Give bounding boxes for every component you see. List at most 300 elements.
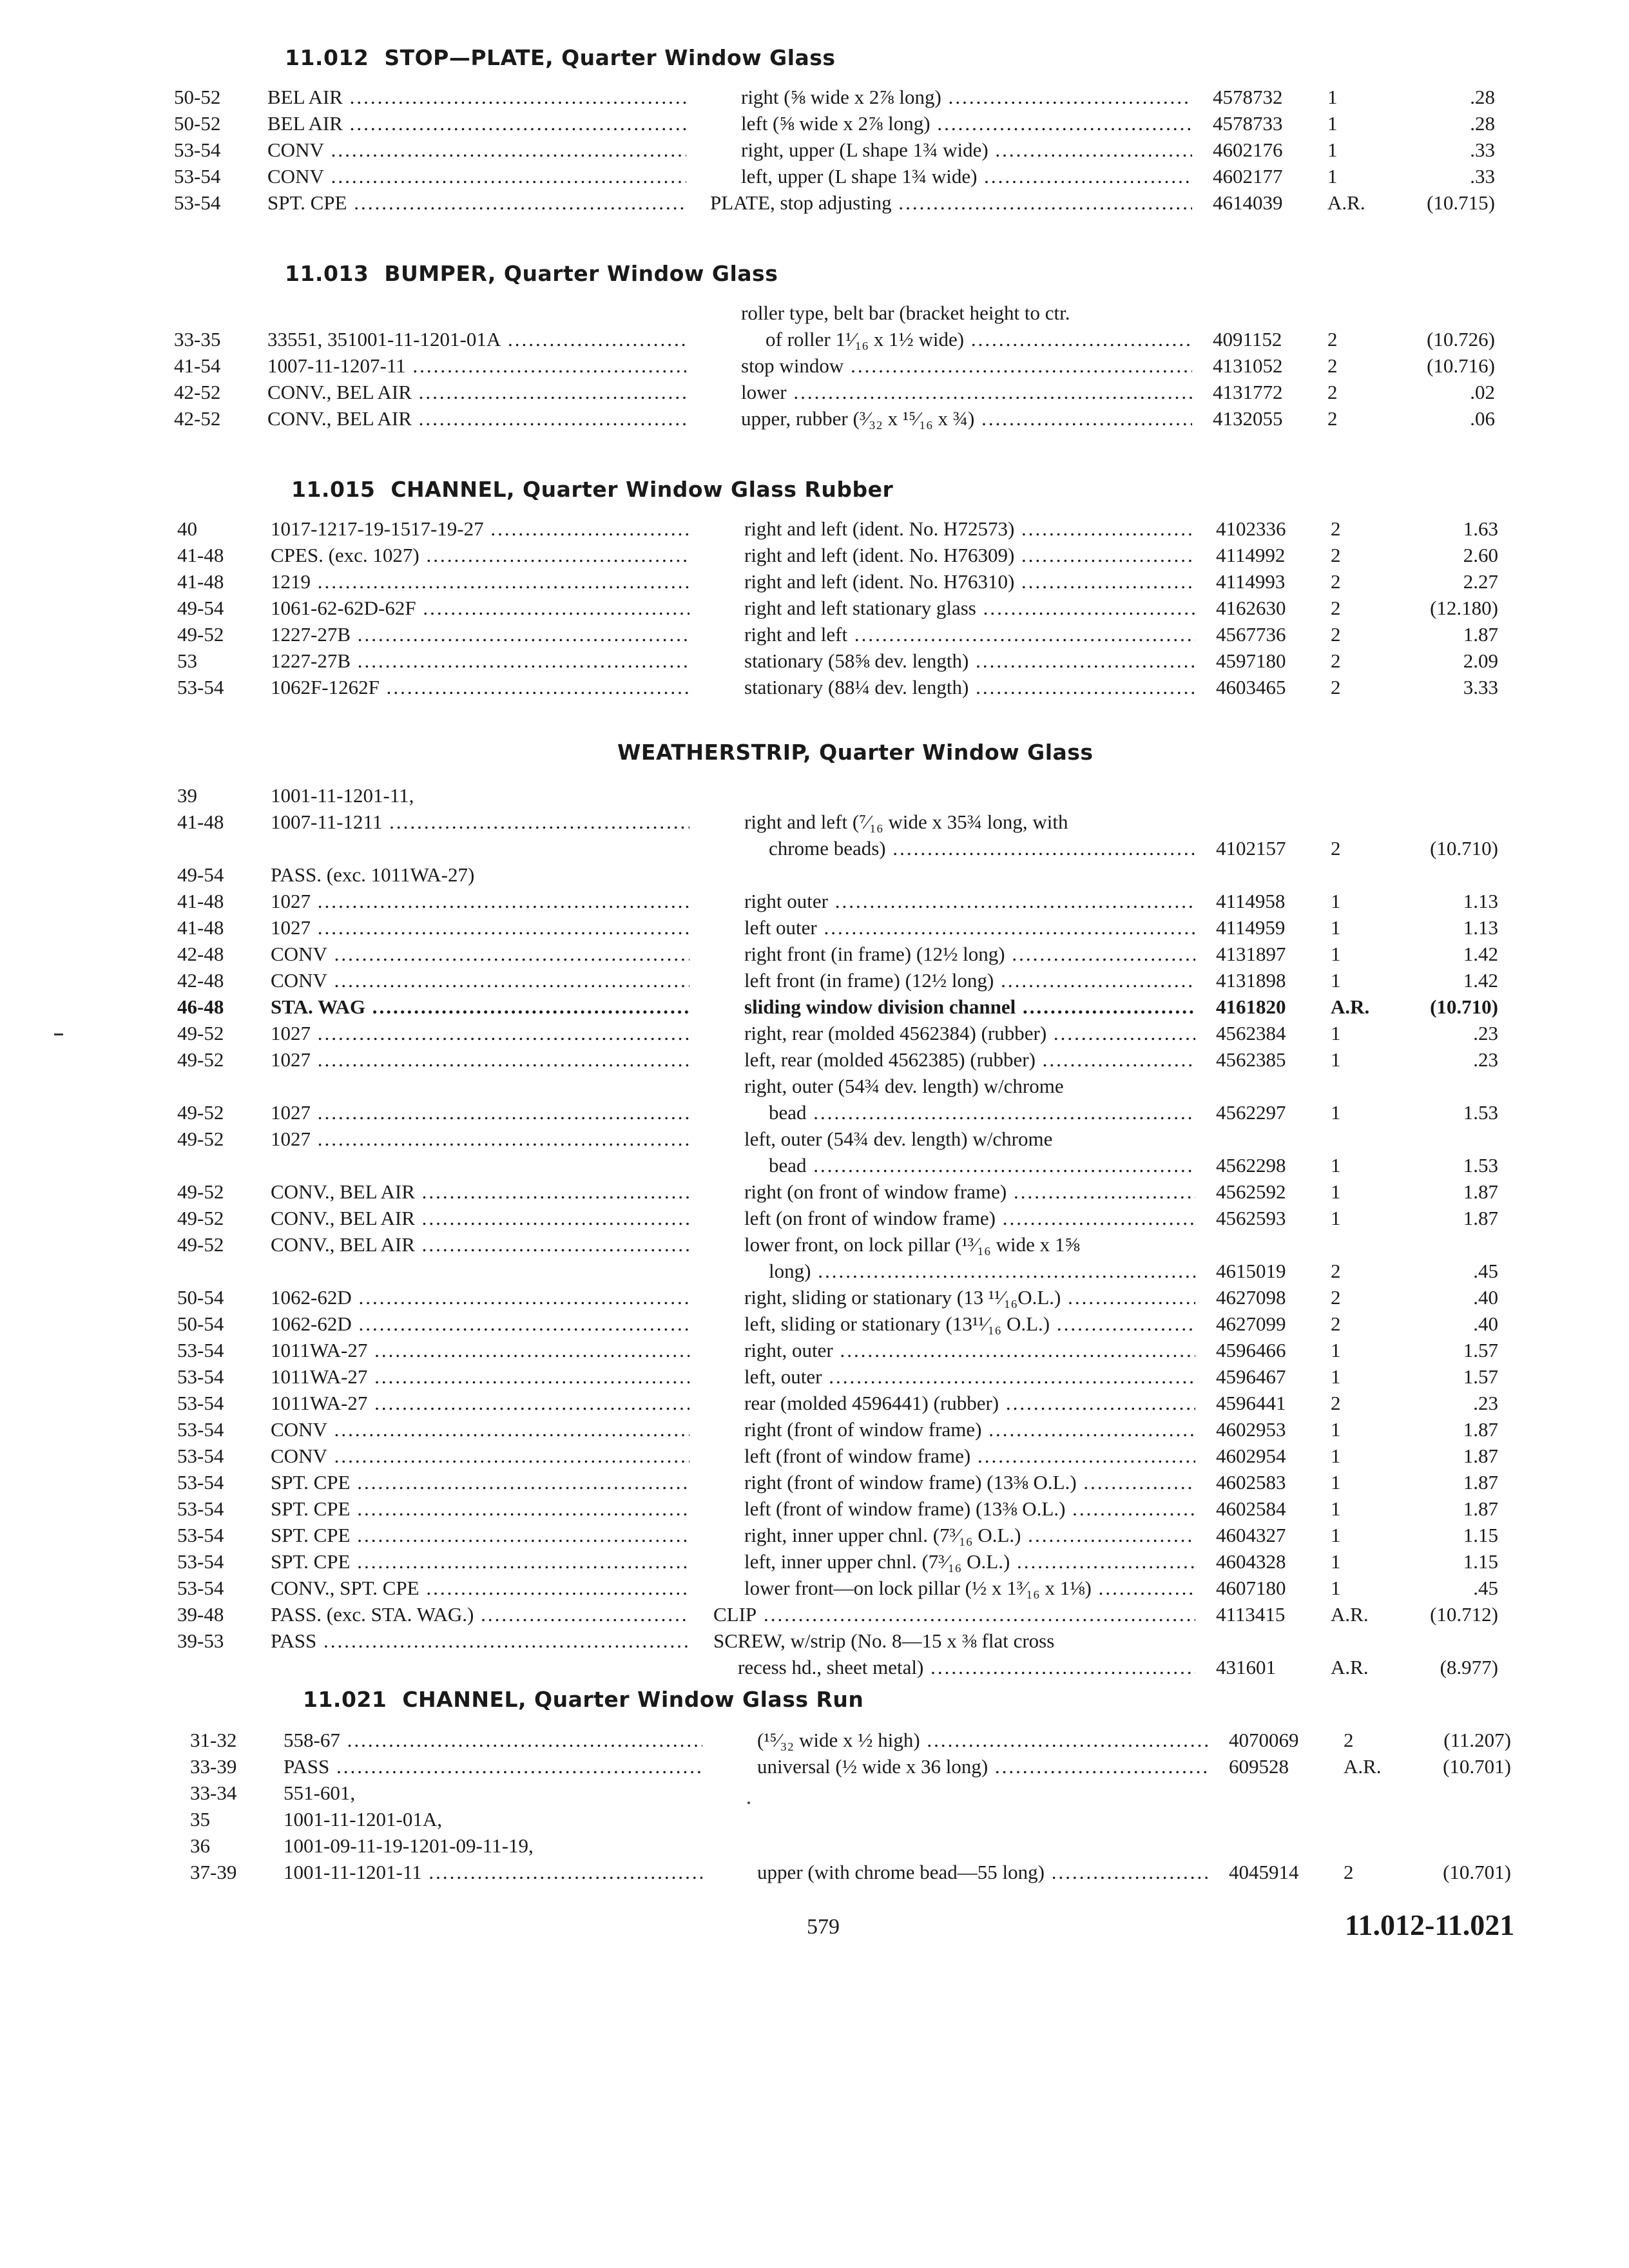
model-cell: 1011WA-27 ..... <box>271 1390 689 1416</box>
model-cell: PASS ..... <box>271 1628 689 1654</box>
model-cell: 1227-27B ..... <box>271 648 689 674</box>
part-number-cell: 4113415 <box>1216 1603 1286 1626</box>
description-line: upper (with chrome bead—55 long) ..... <box>757 1859 1208 1885</box>
years-cell: 46-48 <box>177 995 224 1018</box>
years-cell: 36 <box>190 1834 210 1857</box>
years-cell: 49-52 <box>177 1128 224 1150</box>
section-title-text: CHANNEL, Quarter Window Glass Rubber <box>390 477 894 502</box>
years-cell: 49-52 <box>177 1233 224 1256</box>
quantity-cell: 1 <box>1331 1577 1341 1599</box>
years-cell: 41-54 <box>174 354 221 377</box>
description-line: left, outer (54¾ dev. length) w/chrome <box>744 1128 1053 1150</box>
description-cell <box>744 595 1195 621</box>
part-number-cell: 4562298 <box>1216 1154 1286 1177</box>
years-cell: 42-52 <box>174 381 221 403</box>
model-cell: 1227-27B ..... <box>271 621 689 648</box>
quantity-cell: 2 <box>1331 570 1341 593</box>
years-cell: 49-54 <box>177 863 224 886</box>
part-number-cell: 4131052 <box>1213 354 1283 377</box>
part-number-cell: 4602953 <box>1216 1418 1286 1441</box>
description-cell <box>741 163 1192 189</box>
quantity-cell: 1 <box>1331 969 1341 992</box>
quantity-cell: 1 <box>1331 890 1341 912</box>
quantity-cell: 2 <box>1331 1286 1341 1309</box>
description-line: right, outer (54¾ dev. length) w/chrome <box>744 1075 1064 1097</box>
description-line: right, inner upper chnl. (7³⁄₁₆ O.L.) ..... <box>744 1522 1195 1548</box>
description-line: right outer ..... <box>744 888 1195 914</box>
description-line: right (on front of window frame) ..... <box>744 1178 1195 1205</box>
part-number-cell: 4114958 <box>1216 890 1286 912</box>
years-cell: 42-48 <box>177 943 224 965</box>
model-cell: 1219 ..... <box>271 568 689 595</box>
description-line: (¹⁵⁄₃₂ wide x ½ high) ..... <box>757 1727 1208 1753</box>
years-cell: 53-54 <box>177 1471 224 1494</box>
years-cell: 53-54 <box>174 139 221 161</box>
quantity-cell: 1 <box>1331 943 1341 965</box>
description-cell <box>744 914 1195 941</box>
years-cell: 42-52 <box>174 407 221 430</box>
model-cell: 33551, 351001-11-1201-01A ..... <box>267 326 686 352</box>
quantity-cell: 1 <box>1331 1365 1341 1388</box>
description-cell <box>741 352 1192 379</box>
description-line-continued: bead ..... <box>744 1099 1195 1126</box>
years-cell: 53-54 <box>177 1392 224 1414</box>
years-cell: 53-54 <box>177 1524 224 1546</box>
description-cell <box>741 137 1192 163</box>
description-line-continued: bead ..... <box>744 1152 1195 1178</box>
price-cell: 1.15 <box>1463 1524 1498 1546</box>
quantity-cell: A.R. <box>1344 1755 1382 1778</box>
description-cell <box>744 809 1195 861</box>
section-title <box>285 45 836 71</box>
quantity-cell: A.R. <box>1331 995 1370 1018</box>
price-cell: 2.27 <box>1463 570 1498 593</box>
model-cell: 1007-11-1207-11 ..... <box>267 352 686 379</box>
years-cell: 39-53 <box>177 1629 224 1652</box>
part-number-cell: 4604328 <box>1216 1550 1286 1573</box>
part-number-cell: 4602954 <box>1216 1445 1286 1467</box>
model-cell: CPES. (exc. 1027) ..... <box>271 542 689 568</box>
part-number-cell: 4578732 <box>1213 86 1283 108</box>
model-cell: SPT. CPE ..... <box>271 1548 689 1575</box>
part-number-cell: 4567736 <box>1216 623 1286 646</box>
model-cell: BEL AIR ..... <box>267 110 686 137</box>
years-cell: 41-48 <box>177 544 224 566</box>
description-cell <box>741 379 1192 405</box>
description-line: left, rear (molded 4562385) (rubber) ..... <box>744 1046 1195 1073</box>
quantity-cell: A.R. <box>1331 1603 1369 1626</box>
years-cell: 49-52 <box>177 1101 224 1124</box>
quantity-cell: 2 <box>1331 544 1341 566</box>
part-number-cell: 4597180 <box>1216 649 1286 672</box>
model-cell: CONV., BEL AIR ..... <box>267 379 686 405</box>
description-cell <box>744 1363 1195 1390</box>
description-line: left, outer ..... <box>744 1363 1195 1390</box>
description-cell <box>710 189 1192 216</box>
section-number: 11.021 <box>303 1687 387 1712</box>
part-number-cell: 4161820 <box>1216 995 1286 1018</box>
price-cell: .45 <box>1473 1577 1498 1599</box>
description-line: right, outer ..... <box>744 1337 1195 1363</box>
price-cell: (10.710) <box>1430 995 1498 1018</box>
model-cell: PASS ..... <box>284 1753 702 1780</box>
description-line: right front (in frame) (12½ long) ..... <box>744 941 1195 967</box>
model-cell: 1027 ..... <box>271 1099 689 1126</box>
part-number-cell: 4614039 <box>1213 191 1283 214</box>
price-cell: (10.701) <box>1443 1861 1511 1883</box>
description-cell <box>741 405 1192 432</box>
section-title-text: CHANNEL, Quarter Window Glass Run <box>402 1687 864 1712</box>
model-cell: 1001-11-1201-01A, <box>284 1808 442 1831</box>
quantity-cell: 2 <box>1327 381 1338 403</box>
price-cell: 1.87 <box>1463 1180 1498 1203</box>
years-cell: 49-52 <box>177 1022 224 1044</box>
quantity-cell: 1 <box>1331 1207 1341 1229</box>
part-number-cell: 4602176 <box>1213 139 1283 161</box>
description-cell <box>744 1416 1195 1443</box>
section-number: 11.013 <box>285 261 369 286</box>
section-title-text: BUMPER, Quarter Window Glass <box>384 261 778 286</box>
model-cell: SPT. CPE ..... <box>271 1495 689 1522</box>
price-cell: 1.53 <box>1463 1101 1498 1124</box>
part-number-cell: 4562592 <box>1216 1180 1286 1203</box>
description-cell <box>744 1020 1195 1046</box>
description-cell <box>744 1443 1195 1469</box>
section-title-text: STOP—PLATE, Quarter Window Glass <box>384 45 836 70</box>
part-number-cell: 609528 <box>1229 1755 1289 1778</box>
quantity-cell: 2 <box>1331 676 1341 698</box>
part-number-cell: 4562593 <box>1216 1207 1286 1229</box>
quantity-cell: 1 <box>1331 1471 1341 1494</box>
description-cell <box>744 515 1195 542</box>
part-number-cell: 4602583 <box>1216 1471 1286 1494</box>
model-cell: 1001-11-1201-11, <box>271 784 414 807</box>
description-cell <box>744 621 1195 648</box>
description-line: rear (molded 4596441) (rubber) ..... <box>744 1390 1195 1416</box>
part-number-cell: 4604327 <box>1216 1524 1286 1546</box>
description-line: SCREW, w/strip (No. 8—15 x ⅜ flat cross <box>713 1629 1055 1652</box>
quantity-cell: 2 <box>1331 517 1341 540</box>
model-cell: 1062F-1262F ..... <box>271 674 689 700</box>
section-title <box>303 1687 863 1713</box>
model-cell: CONV., BEL AIR ..... <box>271 1178 689 1205</box>
description-line: roller type, belt bar (bracket height to ctr. <box>741 302 1070 324</box>
description-line: right and left (⁷⁄₁₆ wide x 35¾ long, with <box>744 811 1068 833</box>
years-cell: 53-54 <box>177 1445 224 1467</box>
price-cell: (8.977) <box>1440 1656 1498 1678</box>
price-cell: .23 <box>1473 1048 1498 1071</box>
description-line-continued: chrome beads) ..... <box>744 835 1195 861</box>
description-line: left (front of window frame) ..... <box>744 1443 1195 1469</box>
description-cell <box>744 1337 1195 1363</box>
part-number-cell: 4131772 <box>1213 381 1283 403</box>
years-cell: 53-54 <box>177 1497 224 1520</box>
price-cell: 1.42 <box>1463 943 1498 965</box>
description-cell <box>744 941 1195 967</box>
description-line: right and left (ident. No. H76310) ..... <box>744 568 1195 595</box>
model-cell: CONV., BEL AIR ..... <box>271 1231 689 1258</box>
section-title <box>285 261 778 287</box>
quantity-cell: 2 <box>1327 328 1338 351</box>
part-number-cell: 4102157 <box>1216 837 1286 860</box>
model-cell: 1011WA-27 ..... <box>271 1363 689 1390</box>
description-cell <box>744 1231 1195 1284</box>
description-cell <box>757 1859 1208 1885</box>
description-cell <box>744 967 1195 994</box>
years-cell: 39 <box>177 784 197 807</box>
years-cell: 49-54 <box>177 597 224 619</box>
price-cell: .06 <box>1470 407 1495 430</box>
years-cell: 39-48 <box>177 1603 224 1626</box>
price-cell: 1.87 <box>1463 1471 1498 1494</box>
part-number-cell: 4615019 <box>1216 1260 1286 1282</box>
quantity-cell: 1 <box>1331 1180 1341 1203</box>
description-line-continued: of roller 1¹⁄₁₆ x 1½ wide) ..... <box>741 326 1192 352</box>
years-cell: 49-52 <box>177 1207 224 1229</box>
price-cell: 1.87 <box>1463 1207 1498 1229</box>
quantity-cell: 1 <box>1331 1550 1341 1573</box>
years-cell: 53-54 <box>177 1577 224 1599</box>
description-cell <box>744 1390 1195 1416</box>
price-cell: .40 <box>1473 1312 1498 1335</box>
part-number-cell: 4596466 <box>1216 1339 1286 1361</box>
margin-mark <box>54 1033 63 1035</box>
description-cell <box>741 84 1192 110</box>
description-line: left front (in frame) (12½ long) ..... <box>744 967 1195 994</box>
price-cell: .02 <box>1470 381 1495 403</box>
years-cell: 41-48 <box>177 890 224 912</box>
price-cell: (12.180) <box>1430 597 1498 619</box>
price-cell: 3.33 <box>1463 676 1498 698</box>
price-cell: 2.60 <box>1463 544 1498 566</box>
part-number-cell: 4562385 <box>1216 1048 1286 1071</box>
price-cell: 2.09 <box>1463 649 1498 672</box>
years-cell: 50-52 <box>174 86 221 108</box>
part-number-cell: 4578733 <box>1213 112 1283 135</box>
model-cell: CONV., BEL AIR ..... <box>267 405 686 432</box>
description-line: stop window ..... <box>741 352 1192 379</box>
part-number-cell: 431601 <box>1216 1656 1276 1678</box>
price-cell: 1.42 <box>1463 969 1498 992</box>
model-cell: CONV ..... <box>267 163 686 189</box>
price-cell: .23 <box>1473 1392 1498 1414</box>
years-cell: 53-54 <box>177 1365 224 1388</box>
description-line: CLIP ..... <box>713 1601 1195 1628</box>
quantity-cell: 1 <box>1327 86 1338 108</box>
years-cell: 37-39 <box>190 1861 237 1883</box>
description-cell <box>744 1469 1195 1495</box>
part-number-cell: 4132055 <box>1213 407 1283 430</box>
description-cell <box>744 1284 1195 1311</box>
description-line: right and left ..... <box>744 621 1195 648</box>
stray-mark <box>747 1802 750 1804</box>
price-cell: (10.710) <box>1430 837 1498 860</box>
quantity-cell: 1 <box>1331 916 1341 939</box>
price-cell: 1.87 <box>1463 1418 1498 1441</box>
model-cell: 1001-11-1201-11 ..... <box>284 1859 702 1885</box>
description-line: left (on front of window frame) ..... <box>744 1205 1195 1231</box>
years-cell: 35 <box>190 1808 210 1831</box>
part-number-cell: 4162630 <box>1216 597 1286 619</box>
price-cell: .28 <box>1470 112 1495 135</box>
description-line: right, rear (molded 4562384) (rubber) ..... <box>744 1020 1195 1046</box>
description-cell <box>744 1311 1195 1337</box>
part-number-cell: 4596441 <box>1216 1392 1286 1414</box>
quantity-cell: 2 <box>1344 1861 1354 1883</box>
part-number-cell: 4627099 <box>1216 1312 1286 1335</box>
description-line: left, sliding or stationary (13¹¹⁄₁₆ O.L.) ..... <box>744 1311 1195 1337</box>
section-title <box>291 477 893 503</box>
description-line: PLATE, stop adjusting ..... <box>710 189 1192 216</box>
price-cell: 1.15 <box>1463 1550 1498 1573</box>
description-cell <box>744 1073 1195 1126</box>
years-cell: 49-52 <box>177 1048 224 1071</box>
model-cell: 1027 ..... <box>271 914 689 941</box>
description-cell <box>744 888 1195 914</box>
quantity-cell: 1 <box>1331 1022 1341 1044</box>
description-line: stationary (58⅝ dev. length) ..... <box>744 648 1195 674</box>
model-cell: CONV., BEL AIR ..... <box>271 1205 689 1231</box>
quantity-cell: 1 <box>1327 139 1338 161</box>
part-number-cell: 4102336 <box>1216 517 1286 540</box>
quantity-cell: 1 <box>1327 165 1338 187</box>
price-cell: 1.57 <box>1463 1365 1498 1388</box>
description-cell <box>744 674 1195 700</box>
model-cell: SPT. CPE ..... <box>271 1469 689 1495</box>
model-cell: CONV., SPT. CPE ..... <box>271 1575 689 1601</box>
description-line: right and left (ident. No. H72573) ..... <box>744 515 1195 542</box>
description-line: right and left stationary glass ..... <box>744 595 1195 621</box>
quantity-cell: 1 <box>1331 1101 1341 1124</box>
quantity-cell: 1 <box>1327 112 1338 135</box>
price-cell: (11.207) <box>1443 1729 1511 1751</box>
years-cell: 53-54 <box>177 1550 224 1573</box>
part-number-cell: 4596467 <box>1216 1365 1286 1388</box>
quantity-cell: 2 <box>1331 623 1341 646</box>
model-cell: 551-601, <box>284 1782 356 1804</box>
description-line: left (⅝ wide x 2⅞ long) ..... <box>741 110 1192 137</box>
description-line: left, inner upper chnl. (7³⁄₁₆ O.L.) ..... <box>744 1548 1195 1575</box>
model-cell: 1027 ..... <box>271 1046 689 1073</box>
part-number-cell: 4091152 <box>1213 328 1282 351</box>
description-cell <box>744 1548 1195 1575</box>
part-number-cell: 4114993 <box>1216 570 1286 593</box>
price-cell: .40 <box>1473 1286 1498 1309</box>
model-cell: 1017-1217-19-1517-19-27 ..... <box>271 515 689 542</box>
model-cell: BEL AIR ..... <box>267 84 686 110</box>
description-cell <box>744 568 1195 595</box>
model-cell: CONV ..... <box>267 137 686 163</box>
description-cell <box>744 994 1195 1020</box>
page-number: 579 <box>807 1915 840 1939</box>
description-line: right (⅝ wide x 2⅞ long) ..... <box>741 84 1192 110</box>
years-cell: 50-54 <box>177 1312 224 1335</box>
price-cell: (10.716) <box>1427 354 1495 377</box>
quantity-cell: 1 <box>1331 1418 1341 1441</box>
years-cell: 41-48 <box>177 570 224 593</box>
model-cell: PASS. (exc. STA. WAG.) ..... <box>271 1601 689 1628</box>
years-cell: 31-32 <box>190 1729 237 1751</box>
part-number-cell: 4114992 <box>1216 544 1286 566</box>
model-cell: CONV ..... <box>271 1416 689 1443</box>
section-number: 11.012 <box>285 45 369 70</box>
model-cell: CONV ..... <box>271 941 689 967</box>
model-cell: STA. WAG ..... <box>271 994 689 1020</box>
description-line: sliding window division channel ..... <box>744 994 1195 1020</box>
quantity-cell: 1 <box>1331 1154 1341 1177</box>
section-title-text: WEATHERSTRIP, Quarter Window Glass <box>617 740 1094 765</box>
price-cell: 1.13 <box>1463 890 1498 912</box>
price-cell: .23 <box>1473 1022 1498 1044</box>
quantity-cell: 1 <box>1331 1445 1341 1467</box>
years-cell: 53-54 <box>174 191 221 214</box>
description-line: lower ..... <box>741 379 1192 405</box>
model-cell: 1007-11-1211 ..... <box>271 809 689 835</box>
part-number-cell: 4602584 <box>1216 1497 1286 1520</box>
description-cell <box>757 1727 1208 1753</box>
section-title <box>617 740 1094 765</box>
description-cell <box>744 1522 1195 1548</box>
years-cell: 33-35 <box>174 328 221 351</box>
price-cell: 1.13 <box>1463 916 1498 939</box>
model-cell: 1011WA-27 ..... <box>271 1337 689 1363</box>
description-line: universal (½ wide x 36 long) ..... <box>757 1753 1208 1780</box>
description-line: right and left (ident. No. H76309) ..... <box>744 542 1195 568</box>
price-cell: 1.63 <box>1463 517 1498 540</box>
price-cell: .33 <box>1470 165 1495 187</box>
part-number-cell: 4602177 <box>1213 165 1283 187</box>
part-number-cell: 4114959 <box>1216 916 1286 939</box>
years-cell: 53-54 <box>177 1339 224 1361</box>
years-cell: 41-48 <box>177 916 224 939</box>
quantity-cell: 1 <box>1331 1524 1341 1546</box>
description-line: right (front of window frame) (13⅜ O.L.) ..... <box>744 1469 1195 1495</box>
years-cell: 42-48 <box>177 969 224 992</box>
quantity-cell: A.R. <box>1327 191 1365 214</box>
section-number: 11.015 <box>291 477 376 502</box>
quantity-cell: 2 <box>1331 1260 1341 1282</box>
description-cell <box>741 300 1192 352</box>
part-number-cell: 4562297 <box>1216 1101 1286 1124</box>
price-cell: .45 <box>1473 1260 1498 1282</box>
quantity-cell: 2 <box>1327 354 1338 377</box>
years-cell: 50-54 <box>177 1286 224 1309</box>
model-cell: SPT. CPE ..... <box>271 1522 689 1548</box>
quantity-cell: 2 <box>1344 1729 1354 1751</box>
description-cell <box>744 542 1195 568</box>
years-cell: 50-52 <box>174 112 221 135</box>
price-cell: (10.715) <box>1427 191 1495 214</box>
model-cell: 1027 ..... <box>271 1020 689 1046</box>
model-cell: SPT. CPE ..... <box>267 189 686 216</box>
part-number-cell: 4131897 <box>1216 943 1286 965</box>
part-number-cell: 4131898 <box>1216 969 1286 992</box>
model-cell: 1062-62D ..... <box>271 1284 689 1311</box>
quantity-cell: 2 <box>1331 837 1341 860</box>
description-cell <box>744 1205 1195 1231</box>
description-line-continued: recess hd., sheet metal) ..... <box>713 1654 1195 1680</box>
description-cell <box>713 1601 1195 1628</box>
model-cell: CONV ..... <box>271 967 689 994</box>
years-cell: 53 <box>177 649 197 672</box>
description-cell <box>744 1495 1195 1522</box>
description-line: lower front—on lock pillar (½ x 1³⁄₁₆ x 1⅛) ..... <box>744 1575 1195 1601</box>
years-cell: 53-54 <box>177 1418 224 1441</box>
model-cell: 1062-62D ..... <box>271 1311 689 1337</box>
price-cell: 1.53 <box>1463 1154 1498 1177</box>
price-cell: (10.726) <box>1427 328 1495 351</box>
quantity-cell: 2 <box>1331 1392 1341 1414</box>
